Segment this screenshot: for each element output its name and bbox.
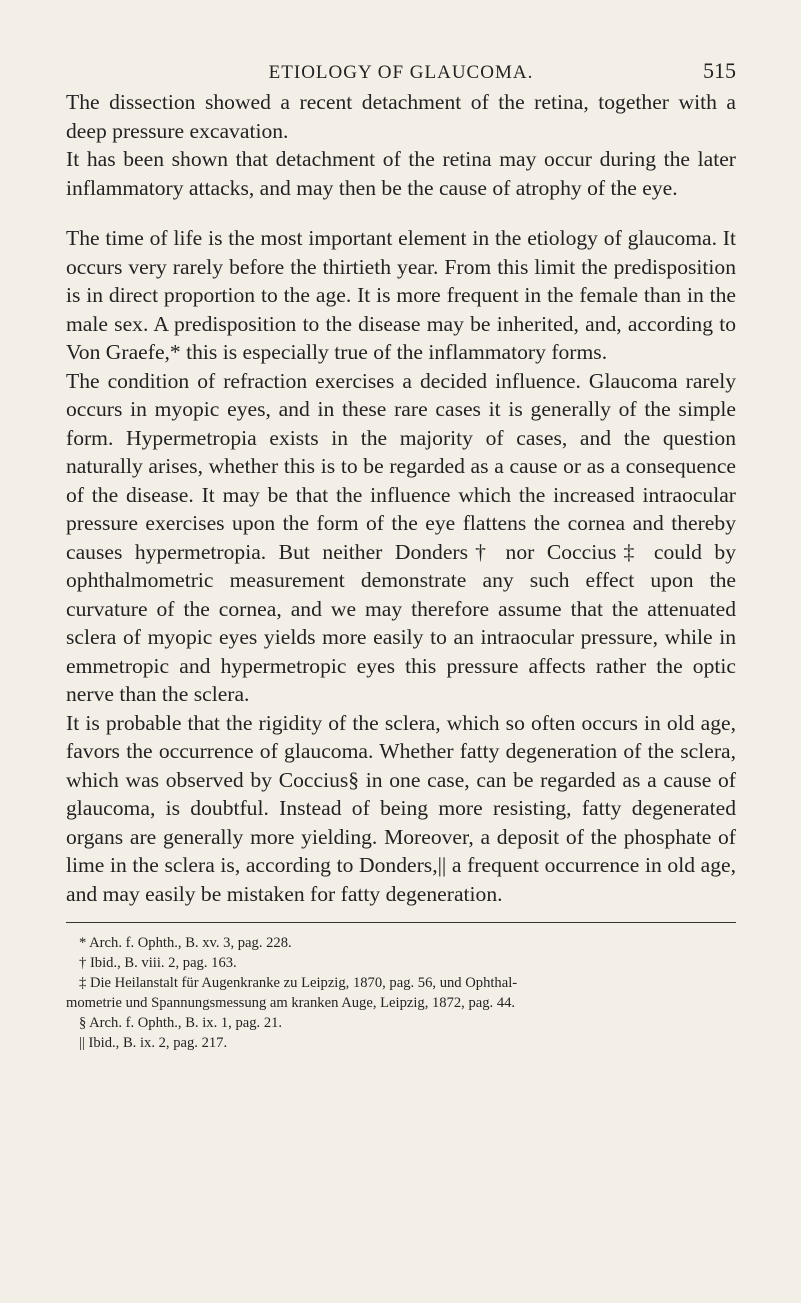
paragraph: The condition of refraction exercises a decided influence. Glaucoma rarely occurs in myopic eyes, and in these rare cases it is generally of the simple form. Hypermetropia exists in the majority of cases, and the question naturally arises, whether this is to be regarded as a cause or as a consequence of the disease. It may be that the influence which the increased intraocular pressure exercises upon the form of the eye flattens the cornea and thereby causes hypermetropia. But neither Donders† nor Coccius‡ could by ophthalmometric measurement demonstrate any such effect upon the curvature of the cornea, and we may therefore assume that the attenuated sclera of myopic eyes yields more easily to an intraocular pressure, while in emmetropic and hypermetropic eyes this pressure affects rather the optic nerve than the sclera.	[66, 368, 736, 706]
footnotes	[66, 933, 736, 1053]
footnote: † Ibid., B. viii. 2, pag. 163.	[79, 955, 237, 971]
running-title: ETIOLOGY OF GLAUCOMA.	[268, 62, 534, 83]
page-number: 515	[703, 58, 736, 83]
book-page	[66, 52, 736, 1053]
paragraph: It is probable that the rigidity of the sclera, which so often occurs in old age, favors the occurrence of glaucoma. Whether fatty degeneration of the sclera, which was observed by Coccius§ in one case, can be regarded as a cause of glaucoma, is doubtful. Instead of being more resisting, fatty degenerated organs are generally more yielding. Moreover, a deposit of the phosphate of lime in the sclera is, according to Donders,|| a frequent occurrence in old age, and may easily be mistaken for fatty degeneration.	[66, 710, 736, 906]
footnote: || Ibid., B. ix. 2, pag. 217.	[79, 1035, 228, 1051]
footnote: mometrie und Spannungsmessung am kranken Auge, Leipzig, 1872, pag. 44.	[66, 995, 516, 1011]
running-head	[66, 52, 736, 88]
paragraph-gap	[66, 202, 736, 224]
footnote: * Arch. f. Ophth., B. xv. 3, pag. 228.	[79, 935, 292, 951]
footnote: ‡ Die Heilanstalt für Augenkranke zu Leipzig, 1870, pag. 56, und Ophthal-	[79, 975, 518, 991]
footnote-divider	[66, 922, 736, 923]
paragraph: It has been shown that detachment of the retina may occur during the later inflammatory attacks, and may then be the cause of atrophy of the eye.	[66, 147, 736, 200]
body-text	[66, 88, 736, 908]
paragraph: The time of life is the most important element in the etiology of glaucoma. It occurs very rarely before the thirtieth year. From this limit the predisposition is in direct proportion to the age. It is more frequent in the female than in the male sex. A predisposition to the disease may be inherited, and, according to Von Graefe,* this is especially true of the inflammatory forms.	[66, 226, 736, 364]
paragraph: The dissection showed a recent detachment of the retina, together with a deep pressure excavation.	[66, 90, 736, 143]
footnote: § Arch. f. Ophth., B. ix. 1, pag. 21.	[79, 1015, 283, 1031]
